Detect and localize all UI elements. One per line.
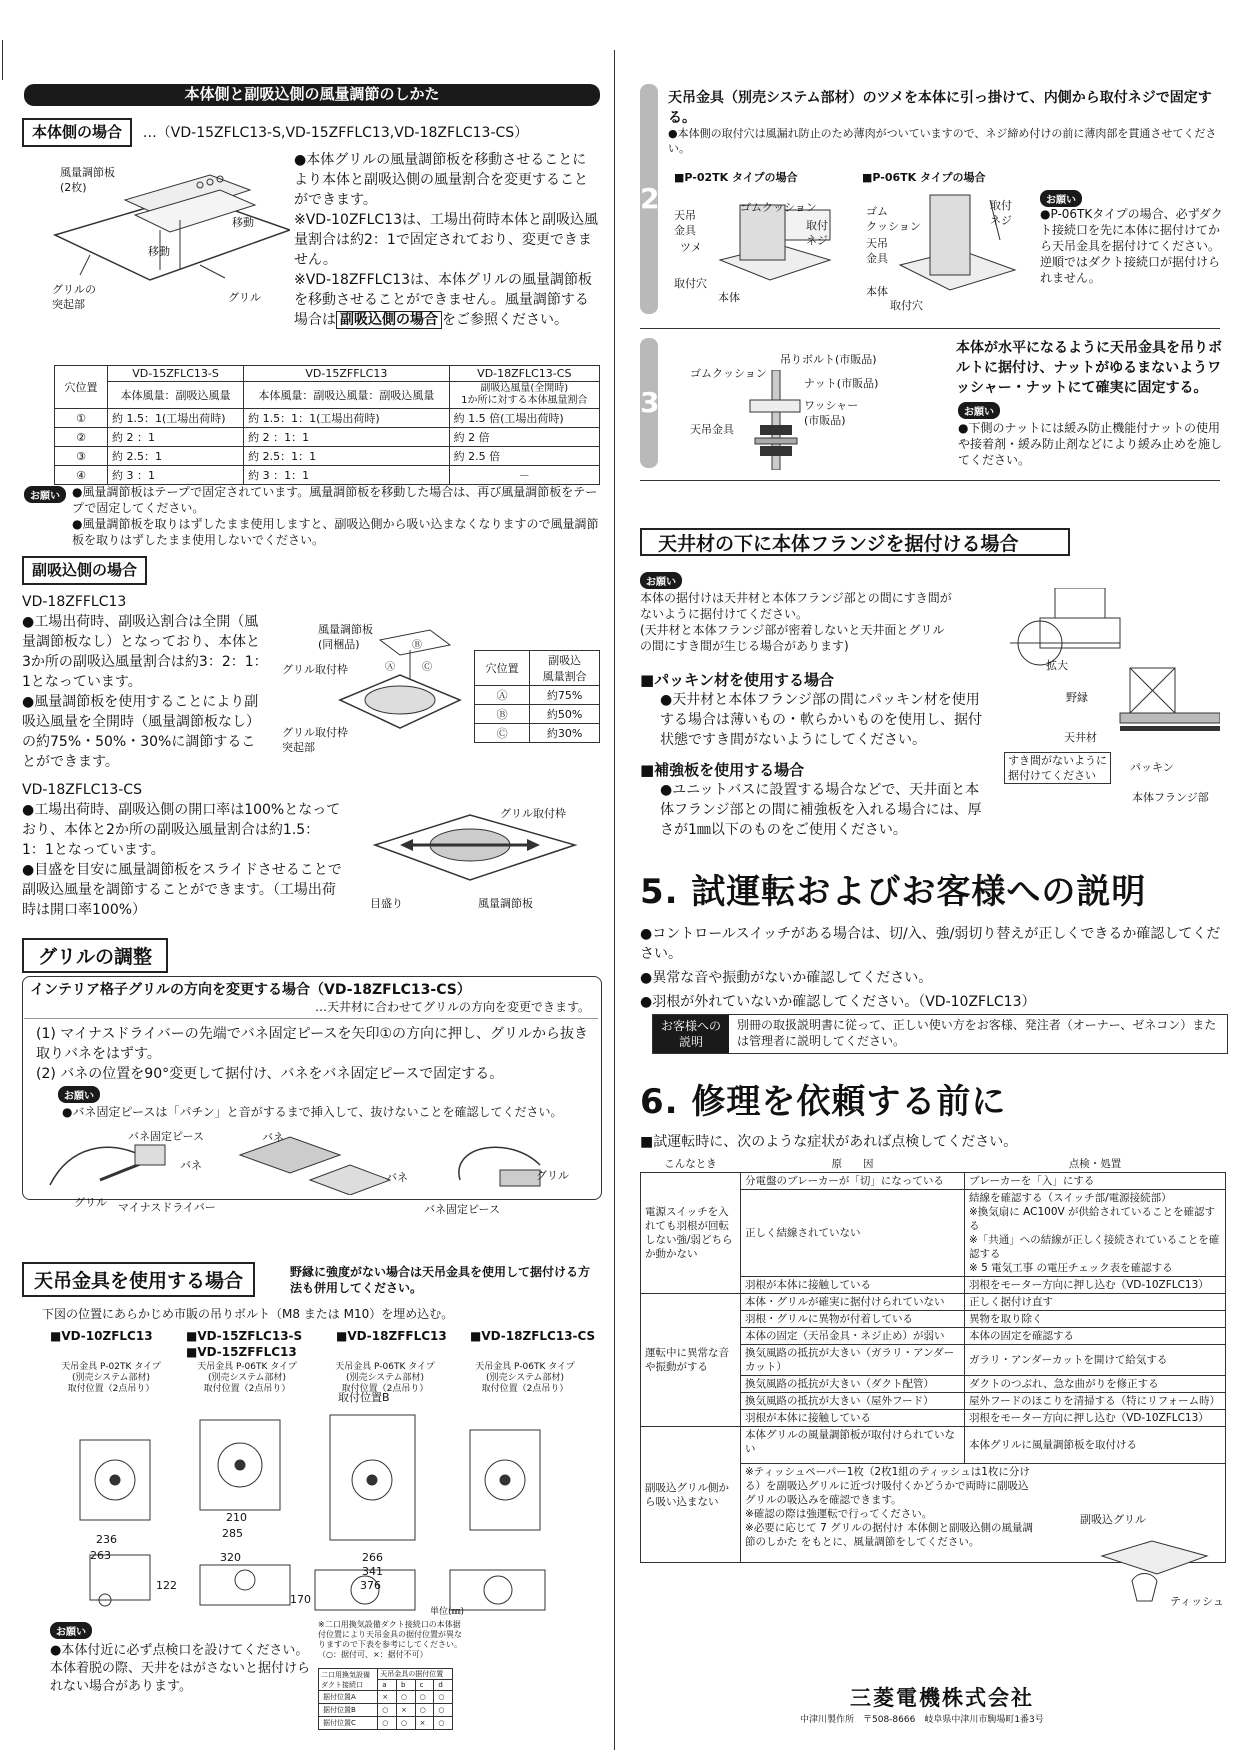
trouble-table: [640, 1156, 1226, 1563]
onegai-badge-1: お願い: [24, 486, 66, 503]
flange-zoom: 拡大: [1046, 659, 1068, 672]
trouble-h-when: こんなとき: [641, 1156, 741, 1173]
p06-cushion: ゴム クッション: [866, 205, 921, 233]
sub-model-2: VD-18ZFLC13-CS: [22, 782, 142, 798]
hanger-drawings: [50, 1400, 610, 1620]
table1-h1: VD-15ZFLC13-S: [108, 366, 244, 382]
step-3-note: ●下側のナットには緩み防止機能付ナットの使用や接着剤・緩み防止剤などにより緩み止めを施してください。: [958, 421, 1223, 467]
table1-h0: 穴位置: [55, 366, 108, 409]
svg-text:Ⓒ: Ⓒ: [422, 662, 432, 673]
table-row: 本体の固定（天吊金具・ネジ止め）が弱い 本体の固定を確認する: [641, 1328, 1226, 1345]
customer-box-text: 別冊の取扱説明書に従って、正しい使い方をお客様、発注者（オーナー、ゼネコン）または管理者に説明してください。: [737, 1018, 1217, 1048]
table-row: 正しく結線されていない 結線を確認する（スイッチ部/電源接続部） ※換気扇に AC100V が供給されていることを確認する ※「共通」への結線が正しく接続されていることを確認する ※ 5 電気工事 の電圧チェック表を確認する: [641, 1190, 1226, 1277]
label-plate: 風量調節板 (2枚): [60, 166, 115, 194]
table-row: 換気風路の抵抗が大きい（屋外フード） 屋外フードのほこりを清掃する（特にリフォーム時）: [641, 1393, 1226, 1410]
label-ridge: グリルの 突起部: [52, 283, 96, 311]
flange-noen: 野縁: [1066, 691, 1088, 704]
flange-h-packing: ■パッキン材を使用する場合: [640, 671, 835, 689]
label-grille: グリル: [228, 291, 261, 304]
dim-236: 236: [96, 1533, 117, 1546]
hanger-header-wrap: [22, 1262, 255, 1297]
company-address: 中津川製作所 〒508-8666 岐阜県中津川市駒場町1番3号: [800, 1715, 1044, 1725]
table-row: Ⓑ 約50%: [475, 705, 600, 724]
grille-box-title: インテリア格子グリルの方向を変更する場合（VD-18ZFLC13-CS）: [30, 982, 471, 998]
hanger-type-1: 天吊金具 P-02TK タイプ (別売システム部材) 取付位置（2点吊り）: [61, 1362, 161, 1394]
dim-285: 285: [222, 1527, 243, 1540]
trouble-h-cause: 原 因: [741, 1156, 965, 1173]
p02-body: 本体: [718, 291, 740, 304]
p06-hole: 取付穴: [890, 299, 923, 312]
hanger-onegai-badge: お願い: [50, 1622, 92, 1639]
tissue-grille-label: 副吸込グリル: [1080, 1513, 1146, 1526]
trouble-g2: 運転中に異常な音や振動がする: [641, 1294, 741, 1427]
dim-posB: 取付位置B: [338, 1391, 390, 1404]
main-side-note-3: ※VD-18ZFFLC13は、本体グリルの風量調節板を移動させることができません。風量調節する場合は 副吸込側の場合 をご参照ください。: [294, 272, 593, 328]
hanger-type-3: 天吊金具 P-06TK タイプ (別売システム部材) 取付位置（2点吊り）: [335, 1362, 435, 1394]
hanger-type-2: 天吊金具 P-06TK タイプ (別売システム部材) 取付位置（2点吊り）: [197, 1362, 297, 1394]
section-bar-airflow: 本体側と副吸込側の風量調節のしかた: [24, 84, 600, 106]
trouble-g3: 副吸込グリル側から吸い込まない: [641, 1427, 741, 1563]
step-3-title: 本体が水平になるように天吊金具を吊りボルトに据付け、ナットがゆるまないようワッシャー・ナットにて確実に固定する。: [956, 340, 1222, 396]
table-row: Ⓐ 約75%: [475, 686, 600, 705]
cushion-label: ゴムクッション: [690, 367, 767, 380]
onegai-1-text: ●風量調節板はテープで固定されています。風量調節板を移動した場合は、再び風量調節板をテープで固定してください。 ●風量調節板を取りはずしたまま使用しますと、副吸込側から吸い込まなくなりますので風量調節板を取りはずしたまま使用しないでください。: [72, 485, 599, 547]
step-2-title: 天吊金具（別売システム部材）のツメを本体に引っ掛けて、内側から取付ネジで固定する。: [668, 90, 1212, 126]
table-row: ① 約 1.5：1(工場出荷時) 約 1.5：1：1(工場出荷時) 約 1.5 倍(工場出荷時): [55, 409, 600, 428]
main-side-models: …（VD-15ZFLC13-S,VD-15ZFFLC13,VD-18ZFLC13-CS）: [142, 125, 529, 141]
grille-header-wrap: [22, 938, 168, 973]
table-row: 羽根・グリルに異物が付着している 異物を取り除く: [641, 1311, 1226, 1328]
tissue-label: ティッシュ: [1170, 1595, 1224, 1608]
hanger-onegai-text: ●本体付近に必ず点検口を設けてください。本体着脱の際、天井をはがさないと据付けられない場合があります。: [50, 1643, 311, 1694]
dim-320: 320: [220, 1551, 241, 1564]
lbl-spring-3: バネ: [386, 1171, 408, 1184]
customer-box: [652, 1014, 1228, 1054]
flange-packing: ●天井材と本体フランジ部の間にパッキン材を使用する場合は薄いもの・軟らかいものを使用し、据付状態ですき間がないようにしてください。: [660, 692, 982, 748]
table-row: ④ 約 3 ：1 約 3 ：1：1 －: [55, 466, 600, 485]
flange-plate: ●ユニットバスに設置する場合などで、天井面と本体フランジ部との間に補強板を入れる場合には、厚さが1㎜以下のものをご使用ください。: [660, 782, 982, 838]
grille-spring-diagrams: [40, 1125, 590, 1195]
airflow-ratio-table: [54, 365, 600, 485]
p06-body: 本体: [866, 285, 888, 298]
table-row: 運転中に異常な音や振動がする 本体・グリルが確実に据付けられていない 正しく据付け直す: [641, 1294, 1226, 1311]
table-row: 据付位置C ○ ○ × ○: [319, 1717, 453, 1730]
lbl-spring-2: バネ: [262, 1131, 284, 1144]
section-6-title: 6. 修理を依頼する前に: [640, 1082, 1007, 1122]
page-edge-mark: [2, 40, 3, 80]
main-side-header-row: [22, 118, 602, 147]
column-divider: [614, 50, 615, 1750]
lbl-grille-2: グリル: [536, 1169, 569, 1182]
bolt-label: 吊りボルト(市販品): [780, 353, 877, 366]
hanger-lead: 下図の位置にあらかじめ市販の吊りボルト（M8 または M10）を埋め込む。: [42, 1307, 454, 1321]
sub-diag2-scale: 目盛り: [370, 897, 403, 910]
table-row: 換気風路の抵抗が大きい（ガラリ・アンダーカット） ガラリ・アンダーカットを開けて給気する: [641, 1345, 1226, 1376]
step-2-note: ●本体側の取付穴は風漏れ防止のため薄肉がついていますので、ネジ締め付けの前に薄肉部を貫通させてください。: [668, 127, 1217, 155]
sub-diag2-plate: 風量調節板: [478, 897, 533, 910]
step-3-bar: 3: [640, 338, 658, 468]
hanger-model-4: ■VD-18ZFLC13-CS: [470, 1329, 596, 1343]
label-move-1: 移動: [148, 245, 170, 258]
table-row: 羽根が本体に接触している 羽根をモーター方向に押し込む（VD-10ZFLC13）: [641, 1277, 1226, 1294]
p02-cushion: ゴムクッション: [740, 201, 817, 214]
sub-ratio-table: 穴位置 副吸込 風量割合 Ⓐ 約75% Ⓑ 約50% Ⓒ 約30%: [474, 650, 600, 743]
table-row: 据付位置A × ○ ○ ○: [319, 1691, 453, 1704]
dim-170: 170: [290, 1593, 311, 1606]
table1-sh1: 本体風量：副吸込風量: [108, 382, 244, 409]
step-2-p02: ■P-02TK タイプの場合: [674, 171, 798, 184]
sub-diag1-frame: グリル取付枠: [282, 663, 348, 676]
flange-ceiling: 天井材: [1064, 731, 1097, 744]
label-move-2: 移動: [232, 216, 254, 229]
lbl-piece-2: バネ固定ピース: [424, 1203, 501, 1216]
main-side-notes: [294, 150, 600, 330]
step-3-onegai-badge: お願い: [958, 402, 1000, 419]
lbl-piece: バネ固定ピース: [128, 1130, 205, 1143]
sub-side-header: 副吸込側の場合: [22, 556, 147, 585]
flange-packing-label: パッキン: [1130, 761, 1174, 774]
sub-model-2-notes: ●工場出荷時、副吸込側の開口率は100%となっており、本体と2か所の副吸込風量割合は約1.5：1：1となっています。 ●目盛を目安に風量調節板をスライドさせることで副吸込風量を調節することができます。（工場出荷時は開口率100%）: [22, 802, 342, 918]
dim-unit: 単位(㎜): [430, 1607, 465, 1617]
main-side-header: 本体側の場合: [22, 118, 132, 147]
flange-flange-label: 本体フランジ部: [1132, 791, 1209, 804]
grille-box-sub: …天井材に合わせてグリルの方向を変更できます。: [314, 1000, 590, 1014]
table-row: 副吸込グリル側から吸い込まない 本体グリルの風量調節板が取付けられていない 本体グリルに風量調節板を取付ける: [641, 1427, 1226, 1464]
grille-box-divider: [24, 1018, 598, 1019]
table-row: 羽根が本体に接触している 羽根をモーター方向に押し込む（VD-10ZFLC13）: [641, 1410, 1226, 1427]
table1-h3: VD-18ZFLC13-CS: [449, 366, 599, 382]
hanger-type-4: 天吊金具 P-06TK タイプ (別売システム部材) 取付位置（2点吊り）: [475, 1362, 575, 1394]
hanger-pos-table: 二口用換気設備 ダクト接続口 天吊金具の据付位置 a b c d 据付位置A × ○ ○ ○ 据付位置B ○ × ○ ○ 据付位置C ○ ○ × ○: [318, 1668, 453, 1730]
kanagu-label: 天吊金具: [690, 423, 734, 436]
hanger-model-1: ■VD-10ZFLC13: [50, 1329, 153, 1343]
step-2-bar: 2: [640, 84, 658, 314]
sub-diag1-frame2: グリル取付枠 突起部: [282, 726, 348, 754]
sub-diag2-frame: グリル取付枠: [500, 807, 566, 820]
ref-sub-side: 副吸込側の場合: [336, 311, 442, 329]
dim-266: 266: [362, 1551, 383, 1564]
grille-header: グリルの調整: [22, 938, 168, 973]
flange-header: 天井材の下に本体フランジを据付ける場合: [640, 528, 1070, 556]
sub-model-1-notes: ●工場出荷時、副吸込割合は全開（風量調節板なし）となっており、本体と3か所の副吸込風量割合は約3：2：1：1となっています。 ●風量調節板を使用することにより副吸込風量を全開時（風量調節板なし）の約75%・50%・30%に調節することができます。: [22, 614, 268, 770]
table-row: 電源スイッチを入れても羽根が回転しない強/弱どちらか動かない 分電盤のブレーカーが「切」になっている ブレーカーを「入」にする: [641, 1173, 1226, 1190]
svg-text:Ⓐ: Ⓐ: [385, 662, 395, 673]
step-2-onegai: ●P-06TKタイプの場合、必ずダクト接続口を先に本体に据付けてから天吊金具を据付けてください。 逆順ではダクト接続口が据付けられません。: [1040, 207, 1223, 285]
step-3-divider: [640, 480, 1220, 481]
table1-sh2: 本体風量：副吸込風量：副吸込風量: [244, 382, 449, 409]
section-5-bullets: ●コントロールスイッチがある場合は、切/入、強/弱切り替えが正しくできるか確認してください。 ●異常な音や振動がないか確認してください。 ●羽根が外れていないか確認してください。（VD-10ZFLC13）: [640, 926, 1221, 1010]
flange-p1: 本体の据付けは天井材と本体フランジ部との間にすき間がないように据付けてください。 (天井材と本体フランジ部が密着しないと天井面とグリルの間にすき間が生じる場合があります): [640, 591, 952, 653]
dim-376: 376: [360, 1579, 381, 1592]
hanger-small-note: ※二口用換気設備ダクト接続口の本体据付位置により天吊金具の据付位置が異なりますので下表を参考にしてください。 （○：据付可、×：据付不可）: [318, 1620, 462, 1659]
table-row: Ⓒ 約30%: [475, 724, 600, 743]
lbl-driver: マイナスドライバー: [118, 1201, 216, 1214]
grille-onegai-badge: お願い: [58, 1086, 100, 1103]
p02-screw: 取付 ネジ: [806, 219, 828, 247]
table-row: 換気風路の抵抗が大きい（ダクト配管） ダクトのつぶれ、急な曲がりを修正する: [641, 1376, 1226, 1393]
hanger-header: 天吊金具を使用する場合: [22, 1262, 255, 1297]
step-2-p06: ■P-06TK タイプの場合: [862, 171, 986, 184]
washer-label: ワッシャー (市販品): [804, 399, 859, 427]
sub-model-1: VD-18ZFFLC13: [22, 594, 127, 610]
step-2-onegai-badge: お願い: [1040, 190, 1082, 207]
table1-h2: VD-15ZFFLC13: [244, 366, 449, 382]
nut-label: ナット(市販品): [804, 377, 879, 390]
main-side-note-1: ●本体グリルの風量調節板を移動させることにより本体と副吸込側の風量割合を変更することができます。: [294, 152, 588, 208]
table-row: ② 約 2 ：1 約 2 ：1：1 約 2 倍: [55, 428, 600, 447]
section-6-lead: ■試運転時に、次のような症状があれば点検してください。: [640, 1134, 1018, 1150]
dim-341: 341: [362, 1565, 383, 1578]
grille-step-1: (1) マイナスドライバーの先端でバネ固定ピースを矢印①の方向に押し、グリルから抜き取りバネをはずす。: [36, 1026, 589, 1062]
p06-screw: 取付 ネジ: [990, 199, 1012, 227]
flange-onegai-badge: お願い: [640, 572, 682, 589]
table-row: 据付位置B ○ × ○ ○: [319, 1704, 453, 1717]
dim-263: 263: [90, 1549, 111, 1562]
hanger-model-3: ■VD-18ZFFLC13: [336, 1329, 447, 1343]
lbl-grille: グリル: [74, 1196, 107, 1209]
p02-kanagu: 天吊 金具: [674, 209, 696, 237]
main-side-note-2: ※VD-10ZFLC13は、工場出荷時本体と副吸込風量割合は約2：1で固定されており、変更できません。: [294, 212, 598, 268]
section-5-title: 5. 試運転およびお客様への説明: [640, 872, 1147, 912]
p06-kanagu: 天吊 金具: [866, 237, 888, 265]
customer-box-label: お客様への 説明: [653, 1015, 729, 1053]
flange-gap: すき間がないように 据付けてください: [1004, 752, 1111, 784]
hanger-side-note: 野縁に強度がない場合は天吊金具を使用して据付ける方法も併用してください。: [290, 1265, 591, 1295]
sub-diag1-plate: 風量調節板 (同梱品): [318, 623, 373, 651]
company-name: 三菱電機株式会社: [850, 1686, 1034, 1710]
trouble-g1: 電源スイッチを入れても羽根が回転しない強/弱どちらか動かない: [641, 1173, 741, 1294]
trouble-g3-tissue-cell: ※ティッシュペーパー1枚（2枚1組のティッシュは1枚に分ける）を副吸込グリルに近づけ吸付くかどうかで両時に副吸込グリルの吸込みを確認できます。 ※確認の際は強運転で行ってください。 ※必要に応じて 7 グリルの据付け 本体側と副吸込側の風量調節のしかた をもとに、風量調節をしてください。: [741, 1464, 1226, 1563]
flange-h-plate: ■補強板を使用する場合: [640, 761, 805, 779]
trouble-h-check: 点検・処置: [965, 1156, 1226, 1173]
p02-tsume: ツメ: [680, 241, 702, 254]
table-row: ③ 約 2.5：1 約 2.5：1：1 約 2.5 倍: [55, 447, 600, 466]
hanger-model-2: ■VD-15ZFLC13-S ■VD-15ZFFLC13: [186, 1329, 303, 1359]
grille-onegai-note: ●バネ固定ピースは「パチン」と音がするまで挿入して、抜けないことを確認してください。: [62, 1105, 563, 1119]
table1-sh3: 副吸込風量(全開時) 1か所に対する本体風量割合: [449, 382, 599, 409]
grille-steps: [36, 1024, 596, 1084]
sub-side-header-wrap: [22, 556, 147, 585]
dim-210: 210: [226, 1511, 247, 1524]
svg-text:Ⓑ: Ⓑ: [412, 640, 422, 651]
p02-hole: 取付穴: [674, 277, 707, 290]
lbl-spring: バネ: [180, 1159, 202, 1172]
dim-122: 122: [156, 1579, 177, 1592]
step-2-divider: [640, 328, 1220, 329]
grille-step-2: (2) バネの位置を90°変更して据付け、バネをバネ固定ピースで固定する。: [36, 1066, 504, 1082]
